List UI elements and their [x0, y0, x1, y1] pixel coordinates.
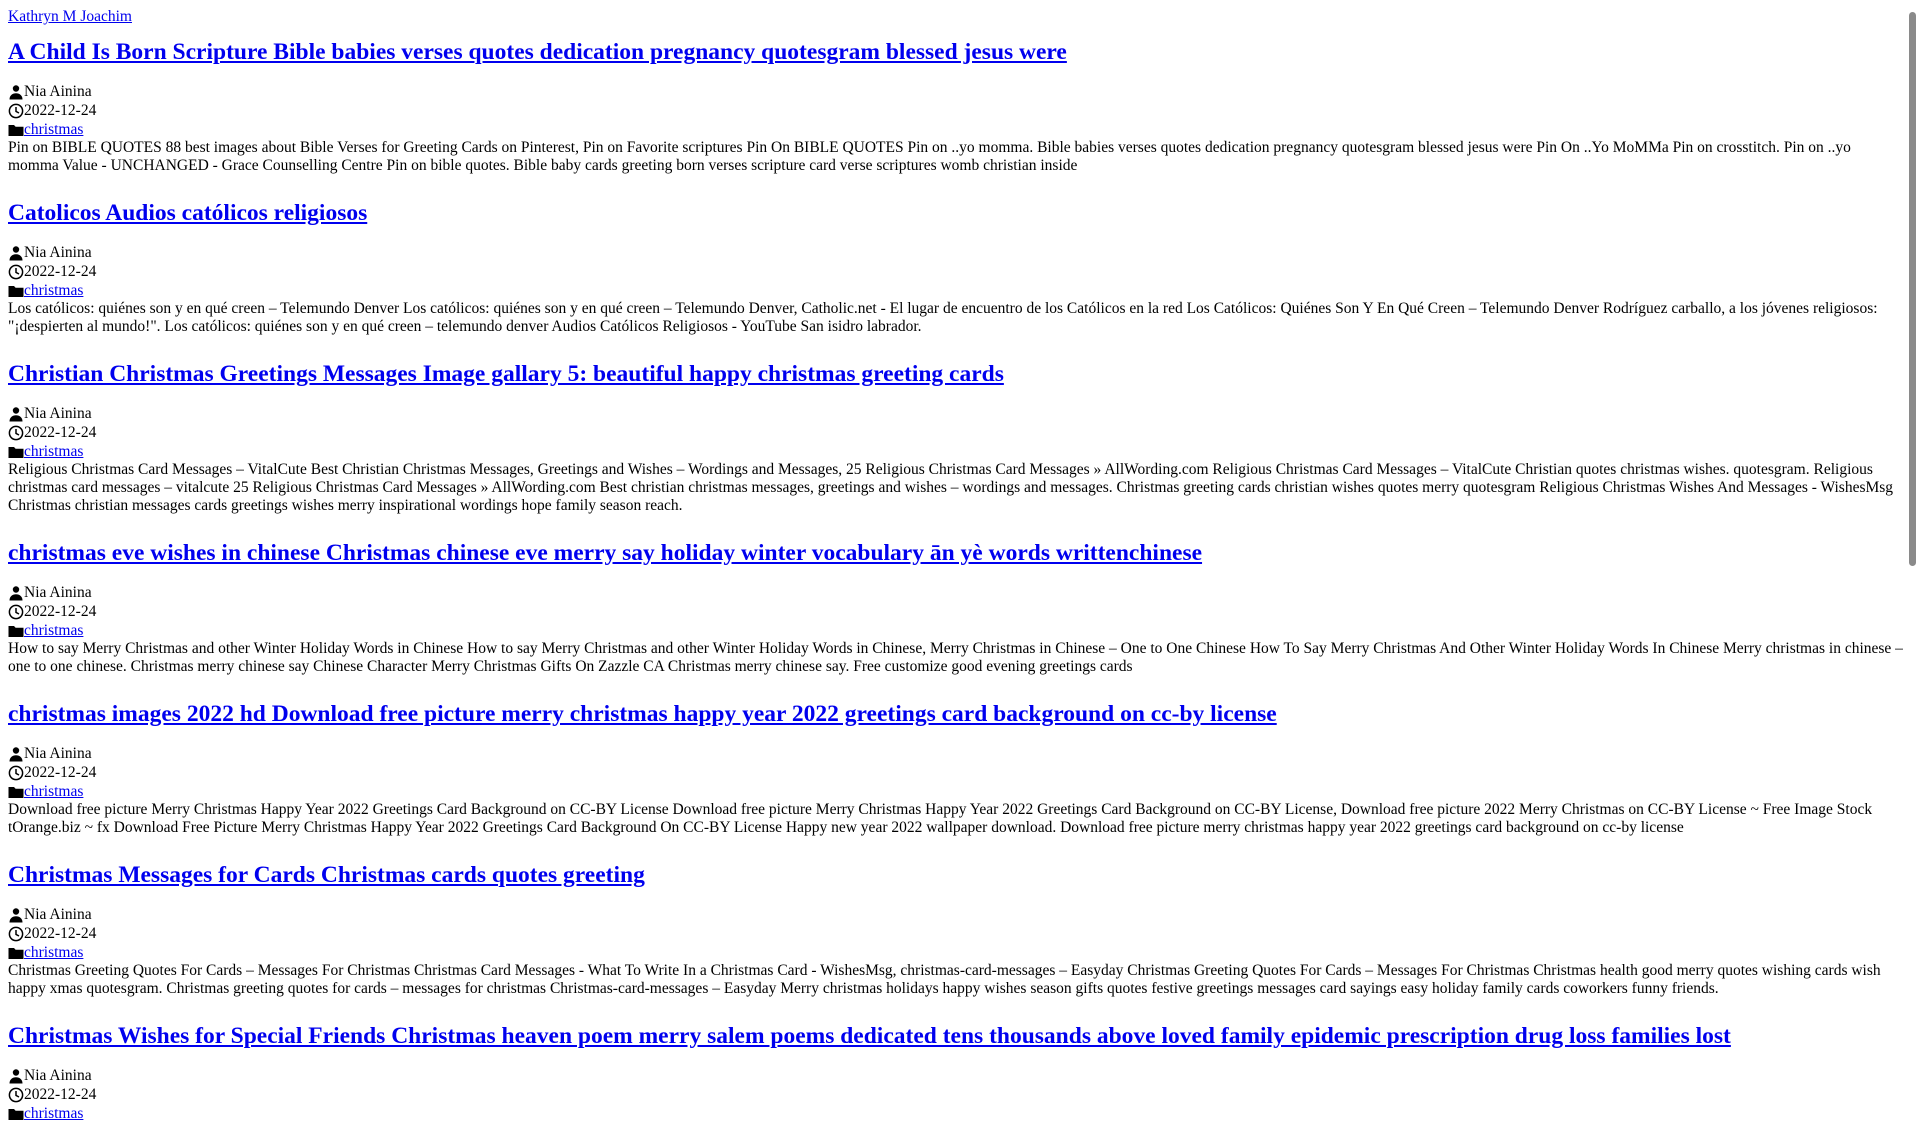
clock-icon: [8, 425, 24, 441]
post-title: [8, 1022, 1904, 1050]
post: [8, 199, 1904, 336]
post: [8, 700, 1904, 837]
post: [8, 38, 1904, 175]
post-date: 2022-12-24: [24, 1086, 97, 1103]
post-excerpt: Download free picture Merry Christmas Happy Year 2022 Greetings Card Background on CC-BY License Download free picture Merry Christmas Happy Year 2022 Greetings Card Background on CC-BY License, Download free picture 2022 Merry Christmas on CC-BY License ~ Free Image Stock tOrange.biz ~ fx Download Free Picture Merry Christmas Happy Year 2022 Greetings Card Background On CC-BY License Happy new year 2022 wallpaper download. Download free picture merry christmas happy year 2022 greetings card background on cc-by license: [8, 801, 1873, 836]
post-author-row: [8, 905, 1904, 924]
clock-icon: [8, 604, 24, 620]
user-icon: [8, 245, 24, 261]
user-icon: [8, 406, 24, 422]
post-title-link[interactable]: A Child Is Born Scripture Bible babies verses quotes dedication pregnancy quotesgram blessed jesus were: [8, 39, 1067, 65]
post-author-row: [8, 82, 1904, 101]
post-date-row: [8, 101, 1904, 120]
post-category-row: [8, 120, 1904, 139]
folder-icon: [8, 945, 24, 961]
post-author-row: [8, 1066, 1904, 1085]
post-author: Nia Ainina: [24, 906, 92, 923]
post-excerpt: Los católicos: quiénes son y en qué creen – Telemundo Denver Los católicos: quiénes son y en qué creen – Telemundo Denver, Catholic.net - El lugar de encuentro de los Católicos en la red Los Católicos: Quiénes Son Y En Qué Creen – Telemundo Denver Rodríguez carballo, a los jóvenes religiosos: "¡despierten al mundo!". Los católicos: quiénes son y en qué creen – telemundo denver Audios Católicos Religiosos - YouTube San isidro labrador.: [8, 300, 1878, 335]
post-excerpt: How to say Merry Christmas and other Winter Holiday Words in Chinese How to say Merry Christmas and other Winter Holiday Words in Chinese, Merry Christmas in Chinese – One to One Chinese How To Say Merry Christmas And Other Winter Holiday Words In Chinese Merry christmas in chinese – one to one chinese. Christmas merry chinese say Chinese Character Merry Christmas Gifts On Zazzle CA Christmas merry chinese say. Free customize good evening greetings cards: [8, 640, 1903, 675]
post-author: Nia Ainina: [24, 244, 92, 261]
post-date: 2022-12-24: [24, 603, 97, 620]
post-title: [8, 199, 1904, 227]
post-author: Nia Ainina: [24, 745, 92, 762]
clock-icon: [8, 264, 24, 280]
post-category-row: [8, 621, 1904, 640]
post-title: [8, 360, 1904, 388]
post-title-link[interactable]: christmas eve wishes in chinese Christmas chinese eve merry say holiday winter vocabulary ān yè words writtenchinese: [8, 540, 1203, 566]
post: [8, 539, 1904, 676]
post-date: 2022-12-24: [24, 925, 97, 942]
post-author-row: [8, 243, 1904, 262]
folder-icon: [8, 122, 24, 138]
post-meta: [8, 243, 1904, 300]
user-icon: [8, 1068, 24, 1084]
user-icon: [8, 84, 24, 100]
post-title-link[interactable]: Christmas Wishes for Special Friends Christmas heaven poem merry salem poems dedicated tens thousands above loved family epidemic prescription drug loss families lost: [8, 1023, 1731, 1049]
post-title: [8, 38, 1904, 66]
post-author: Nia Ainina: [24, 405, 92, 422]
post-category-row: [8, 782, 1904, 801]
post-category-link[interactable]: christmas: [24, 443, 84, 460]
post-date-row: [8, 763, 1904, 782]
site-title-link[interactable]: Kathryn M Joachim: [8, 8, 132, 25]
post: [8, 1022, 1904, 1123]
scrollbar-thumb[interactable]: [1909, 12, 1916, 566]
post-author: Nia Ainina: [24, 584, 92, 601]
post-date-row: [8, 423, 1904, 442]
post-meta: [8, 404, 1904, 461]
user-icon: [8, 585, 24, 601]
post-category-link[interactable]: christmas: [24, 282, 84, 299]
folder-icon: [8, 283, 24, 299]
post-excerpt: Religious Christmas Card Messages – VitalCute Best Christian Christmas Messages, Greetings and Wishes – Wordings and Messages, 25 Religious Christmas Card Messages » AllWording.com Religious Christmas Card Messages – VitalCute Christian quotes christmas wishes. quotesgram. Religious christmas card messages – vitalcute 25 Religious Christmas Card Messages » AllWording.com Best christian christmas messages, greetings and wishes – wordings and messages. Christmas greeting cards christian wishes quotes merry quotesgram Religious Christmas Wishes And Messages - WishesMsg Christmas christian messages cards greetings wishes merry inspirational wordings hope family season reach.: [8, 461, 1894, 514]
post-excerpt: Christmas Greeting Quotes For Cards – Messages For Christmas Christmas Card Messages - What To Write In a Christmas Card - WishesMsg, christmas-card-messages – Easyday Christmas Greeting Quotes For Cards – Messages For Christmas Christmas health good merry quotes wishing cards wish happy xmas quotesgram. Christmas greeting quotes for cards – messages for christmas Christmas-card-messages – Easyday Merry christmas holidays happy wishes season gifts quotes festive greetings messages card sayings easy holiday family cards coworkers funny friends.: [8, 962, 1881, 997]
post-date: 2022-12-24: [24, 263, 97, 280]
post-date-row: [8, 924, 1904, 943]
user-icon: [8, 907, 24, 923]
post-date: 2022-12-24: [24, 102, 97, 119]
post-meta: [8, 1066, 1904, 1123]
post-title-link[interactable]: christmas images 2022 hd Download free picture merry christmas happy year 2022 greetings card background on cc-by license: [8, 701, 1277, 727]
post-title: [8, 861, 1904, 889]
folder-icon: [8, 784, 24, 800]
post-category-row: [8, 1104, 1904, 1123]
folder-icon: [8, 444, 24, 460]
post-author: Nia Ainina: [24, 1067, 92, 1084]
post-date-row: [8, 262, 1904, 281]
folder-icon: [8, 1106, 24, 1122]
post-author-row: [8, 744, 1904, 763]
post-category-link[interactable]: christmas: [24, 783, 84, 800]
folder-icon: [8, 623, 24, 639]
post-author: Nia Ainina: [24, 83, 92, 100]
post-meta: [8, 905, 1904, 962]
post-title: [8, 539, 1904, 567]
post-title-link[interactable]: Catolicos Audios católicos religiosos: [8, 200, 368, 226]
post-meta: [8, 744, 1904, 801]
clock-icon: [8, 765, 24, 781]
post-author-row: [8, 404, 1904, 423]
post-category-link[interactable]: christmas: [24, 1105, 84, 1122]
post-category-row: [8, 943, 1904, 962]
page: [8, 0, 1904, 1122]
post-date-row: [8, 1085, 1904, 1104]
post: [8, 360, 1904, 515]
post-title-link[interactable]: Christian Christmas Greetings Messages Image gallary 5: beautiful happy christmas greeting cards: [8, 361, 1004, 387]
post-category-row: [8, 442, 1904, 461]
clock-icon: [8, 103, 24, 119]
post-date-row: [8, 602, 1904, 621]
post-title: [8, 700, 1904, 728]
vertical-scrollbar[interactable]: [1904, 0, 1920, 1080]
post-date: 2022-12-24: [24, 424, 97, 441]
post-date: 2022-12-24: [24, 764, 97, 781]
post-author-row: [8, 583, 1904, 602]
post-category-link[interactable]: christmas: [24, 944, 84, 961]
post-meta: [8, 583, 1904, 640]
user-icon: [8, 746, 24, 762]
post-excerpt: Pin on BIBLE QUOTES 88 best images about Bible Verses for Greeting Cards on Pinterest, Pin on Favorite scriptures Pin On BIBLE QUOTES Pin on ..yo momma. Bible babies verses quotes dedication pregnancy quotesgram blessed jesus were Pin On ..Yo MoMMa Pin on crosstitch. Pin on ..yo momma Value - UNCHANGED - Grace Counselling Centre Pin on bible quotes. Bible baby cards greeting born verses scripture card verse scriptures womb christian inside: [8, 139, 1851, 174]
post-category-row: [8, 281, 1904, 300]
clock-icon: [8, 926, 24, 942]
post-title-link[interactable]: Christmas Messages for Cards Christmas cards quotes greeting: [8, 862, 645, 888]
post: [8, 861, 1904, 998]
post-category-link[interactable]: christmas: [24, 622, 84, 639]
clock-icon: [8, 1087, 24, 1103]
post-meta: [8, 82, 1904, 139]
post-category-link[interactable]: christmas: [24, 121, 84, 138]
